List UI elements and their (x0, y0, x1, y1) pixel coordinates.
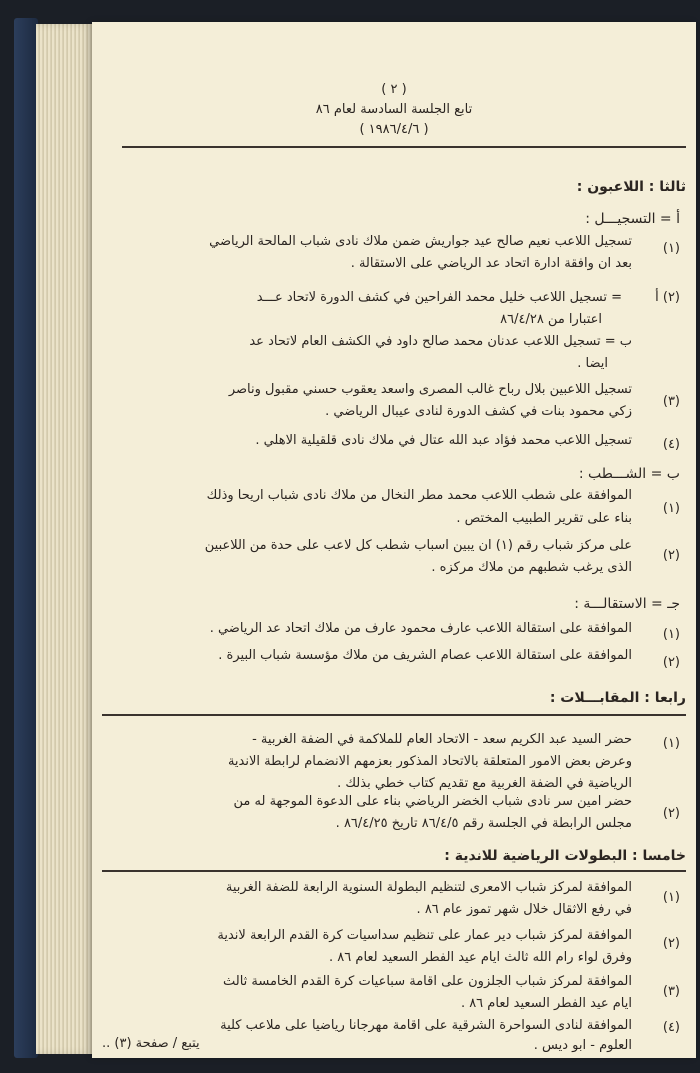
session-date: ( ١٩٨٦/٤/٦ ) (359, 122, 429, 137)
header-rule (122, 146, 686, 148)
continued-note: يتبع / صفحة (٣) .. (102, 1036, 200, 1051)
document-page (92, 22, 696, 1058)
subsection-heading-resignation: جـ = الاستقالـــة : (574, 596, 680, 612)
page-number: ( ٢ ) (381, 82, 407, 97)
section-rule (102, 714, 686, 716)
session-title: تابع الجلسة السادسة لعام ٨٦ (315, 102, 473, 117)
subsection-heading-registration: أ = التسجيـــل : (585, 211, 680, 227)
subsection-heading-deletion: ب = الشـــطب : (578, 466, 680, 482)
document-body: ( ٢ ) تابع الجلسة السادسة لعام ٨٦ ( ١٩٨٦/٤/٦ ) ثالثا : اللاعبون : أ = التسجيـــل : (١) تسجيل اللاعب نعيم صالح عيد جواريش ضمن ملاك نادى شباب المالحة الرياضي بعد ان وافقة ادارة اتحاد عد الرياضي على الاستقالة . (٢) أ = تسجيل اللاعب خليل محمد الفراحين في كشف الدورة لاتحاد عـــد اعتبارا من ٨٦/٤/٢٨ ب = تسجيل اللاعب عدنان محمد صالح داود في الكشف العام لاتحاد عد ايضا . (٣) تسجيل اللاعبين بلال رباح غالب المصرى واسعد يعقوب حسني مقبول وناصر زكي محمود بنات في كشف الدورة لنادى عيبال الرياضي . (٤) تسجيل اللاعب محمد فؤاد عبد الله عتال في ملاك نادى قلقيلية الاهلي . ب = الشـــطب : (١) الموافقة على شطب اللاعب محمد مطر النخال من ملاك نادى شباب اريحا وذلك بناء على تقرير الطبيب المختص . (٢) على مركز شباب رقم (١) ان يبين اسباب شطب كل لاعب على حدة من اللاعبين الذى يرغب شطبهم من ملاك مركزه . جـ = الاستقالـــة : (١) الموافقة على استقالة اللاعب عارف محمود عارف من ملاك اتحاد عد الرياضي . (٢) الموافقة على استقالة اللاعب عصام الشريف من ملاك مؤسسة شباب البيرة . رابعا : المقابـــلات : (١) حضر السيد عبد الكريم سعد - الاتحاد العام للملاكمة في الضفة الغربية - وعرض بعض الامور المتعلقة بالاتحاد المذكور بعزمهم الانضمام لرابطة الاندية الرياضية في الضفة الغربية مع تقديم كتاب خطي بذلك . (٢) حضر امين سر نادى شباب الخضر الرياضي بناء على الدعوة الموجهة له من مجلس الرابطة في الجلسة رقم ٨٦/٤/٥ تاريخ ٨٦/٤/٢٥ . خامسا : البطولات الرياضية للاندية : (١) الموافقة لمركز شباب الامعرى لتنظيم البطولة السنوية الرابعة للضفة الغربية في رفع الاثقال خلال شهر تموز عام ٨٦ . (٢) الموافقة لمركز شباب دير عمار على تنظيم سداسيات كرة القدم الرابعة لاندية وفرق لواء رام الله ثالث ايام عيد الفطر السعيد لعام ٨٦ . (٣) الموافقة لمركز شباب الجلزون على اقامة سباعيات كرة القدم الخامسة ثالث ايام عيد الفطر السعيد لعام ٨٦ . (٤) الموافقة لنادى السواحرة الشرقية على اقامة مهرجانا رياضيا على ملاعب كلية العلوم - ابو ديس . يتبع / صفحة (٣) .. (102, 82, 686, 1053)
section-heading-interviews: رابعا : المقابـــلات : (549, 690, 686, 706)
book-cover (14, 18, 38, 1058)
section-heading-championships: خامسا : البطولات الرياضية للاندية : (444, 848, 686, 864)
section-rule (102, 870, 686, 872)
section-heading-players: ثالثا : اللاعبون : (576, 179, 686, 195)
page-edges (36, 24, 94, 1054)
